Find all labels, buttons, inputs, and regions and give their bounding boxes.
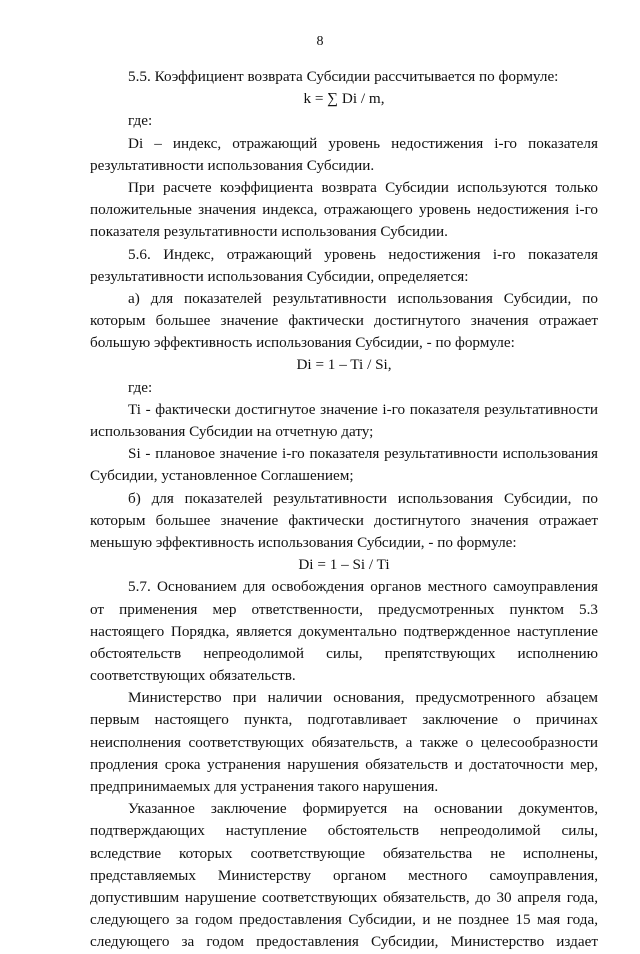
text-line: которым большее значение фактически достигнутого значения отражает — [90, 312, 598, 330]
text-line: где: — [128, 112, 153, 130]
text-line: которым большее значение фактически достигнутого значения отражает — [90, 511, 598, 529]
text-line: первым настоящего пункта, подготавливает заключение о причинах — [90, 711, 598, 729]
text-line: обстоятельств непреодолимой силы, препятствующих исполнению — [90, 644, 598, 662]
text-line: Ti - фактически достигнутое значение i-го показателя результативности — [128, 400, 598, 418]
text-line: 5.5. Коэффициент возврата Субсидии рассчитывается по формуле: — [128, 68, 559, 85]
text-line: k = ∑ Di / m, — [303, 90, 385, 108]
text-line: предпринимаемых для устранения такого нарушения. — [90, 778, 439, 795]
text-line: б) для показателей результативности использования Субсидии, по — [128, 489, 598, 507]
text-line: Di = 1 – Ti / Si, — [296, 356, 392, 374]
text-line: следующего за годом предоставления Субсидии, и не позднее 15 мая года, — [90, 911, 598, 929]
text-line: вследствие которых соответствующие обязательства не исполнены, — [90, 844, 598, 862]
text-line: продления срока устранения нарушения обязательств и достаточности мер, — [90, 755, 598, 773]
text-line: 5.6. Индекс, отражающий уровень недостижения i-го показателя — [128, 245, 598, 263]
document-body — [90, 66, 598, 954]
text-line: результативности использования Субсидии. — [90, 156, 375, 174]
text-line: следующего за годом предоставления Субсидии, Министерство издает — [90, 933, 598, 951]
text-line: где: — [128, 378, 153, 396]
text-line: 5.7. Основанием для освобождения органов местного самоуправления — [128, 578, 598, 596]
text-line: положительные значения индекса, отражающего уровень недостижения i-го — [90, 201, 598, 219]
text-line: использования Субсидии на отчетную дату; — [90, 423, 374, 440]
text-line: от применения мер ответственности, предусмотренных пунктом 5.3 — [90, 600, 598, 618]
text-line: неисполнения соответствующих обязательств, а также о целесообразности — [90, 733, 598, 751]
text-line: настоящего Порядка, является документально подтвержденное наступление — [90, 622, 598, 640]
text-line: представляемых Министерству органом местного самоуправления, — [90, 866, 598, 884]
text-line: а) для показателей результативности использования Субсидии, по — [128, 289, 598, 307]
text-line: Di – индекс, отражающий уровень недостижения i-го показателя — [128, 134, 598, 152]
text-line: Di = 1 – Si / Ti — [298, 556, 390, 574]
text-line: Si - плановое значение i-го показателя результативности использования — [128, 445, 598, 463]
text-line: Министерство при наличии основания, предусмотренного абзацем — [128, 689, 598, 707]
text-line: допустившим нарушение соответствующих обязательств, до 30 апреля года, — [90, 888, 598, 906]
text-line: большую эффективность использования Субсидии, - по формуле: — [90, 334, 515, 352]
text-line: Указанное заключение формируется на основании документов, — [128, 800, 598, 818]
text-line: соответствующих обязательств. — [90, 667, 296, 685]
text-line: подтверждающих наступление обстоятельств непреодолимой силы, — [90, 822, 598, 840]
text-line: меньшую эффективность использования Субсидии, - по формуле: — [90, 533, 517, 551]
text-line: показателя результативности использования Субсидии. — [90, 223, 448, 241]
text-line: При расчете коэффициента возврата Субсидии используются только — [128, 178, 598, 196]
page-number: 8 — [316, 34, 324, 49]
text-line: результативности использования Субсидии, определяется: — [90, 267, 469, 285]
text-line: Субсидии, установленное Соглашением; — [90, 467, 354, 485]
